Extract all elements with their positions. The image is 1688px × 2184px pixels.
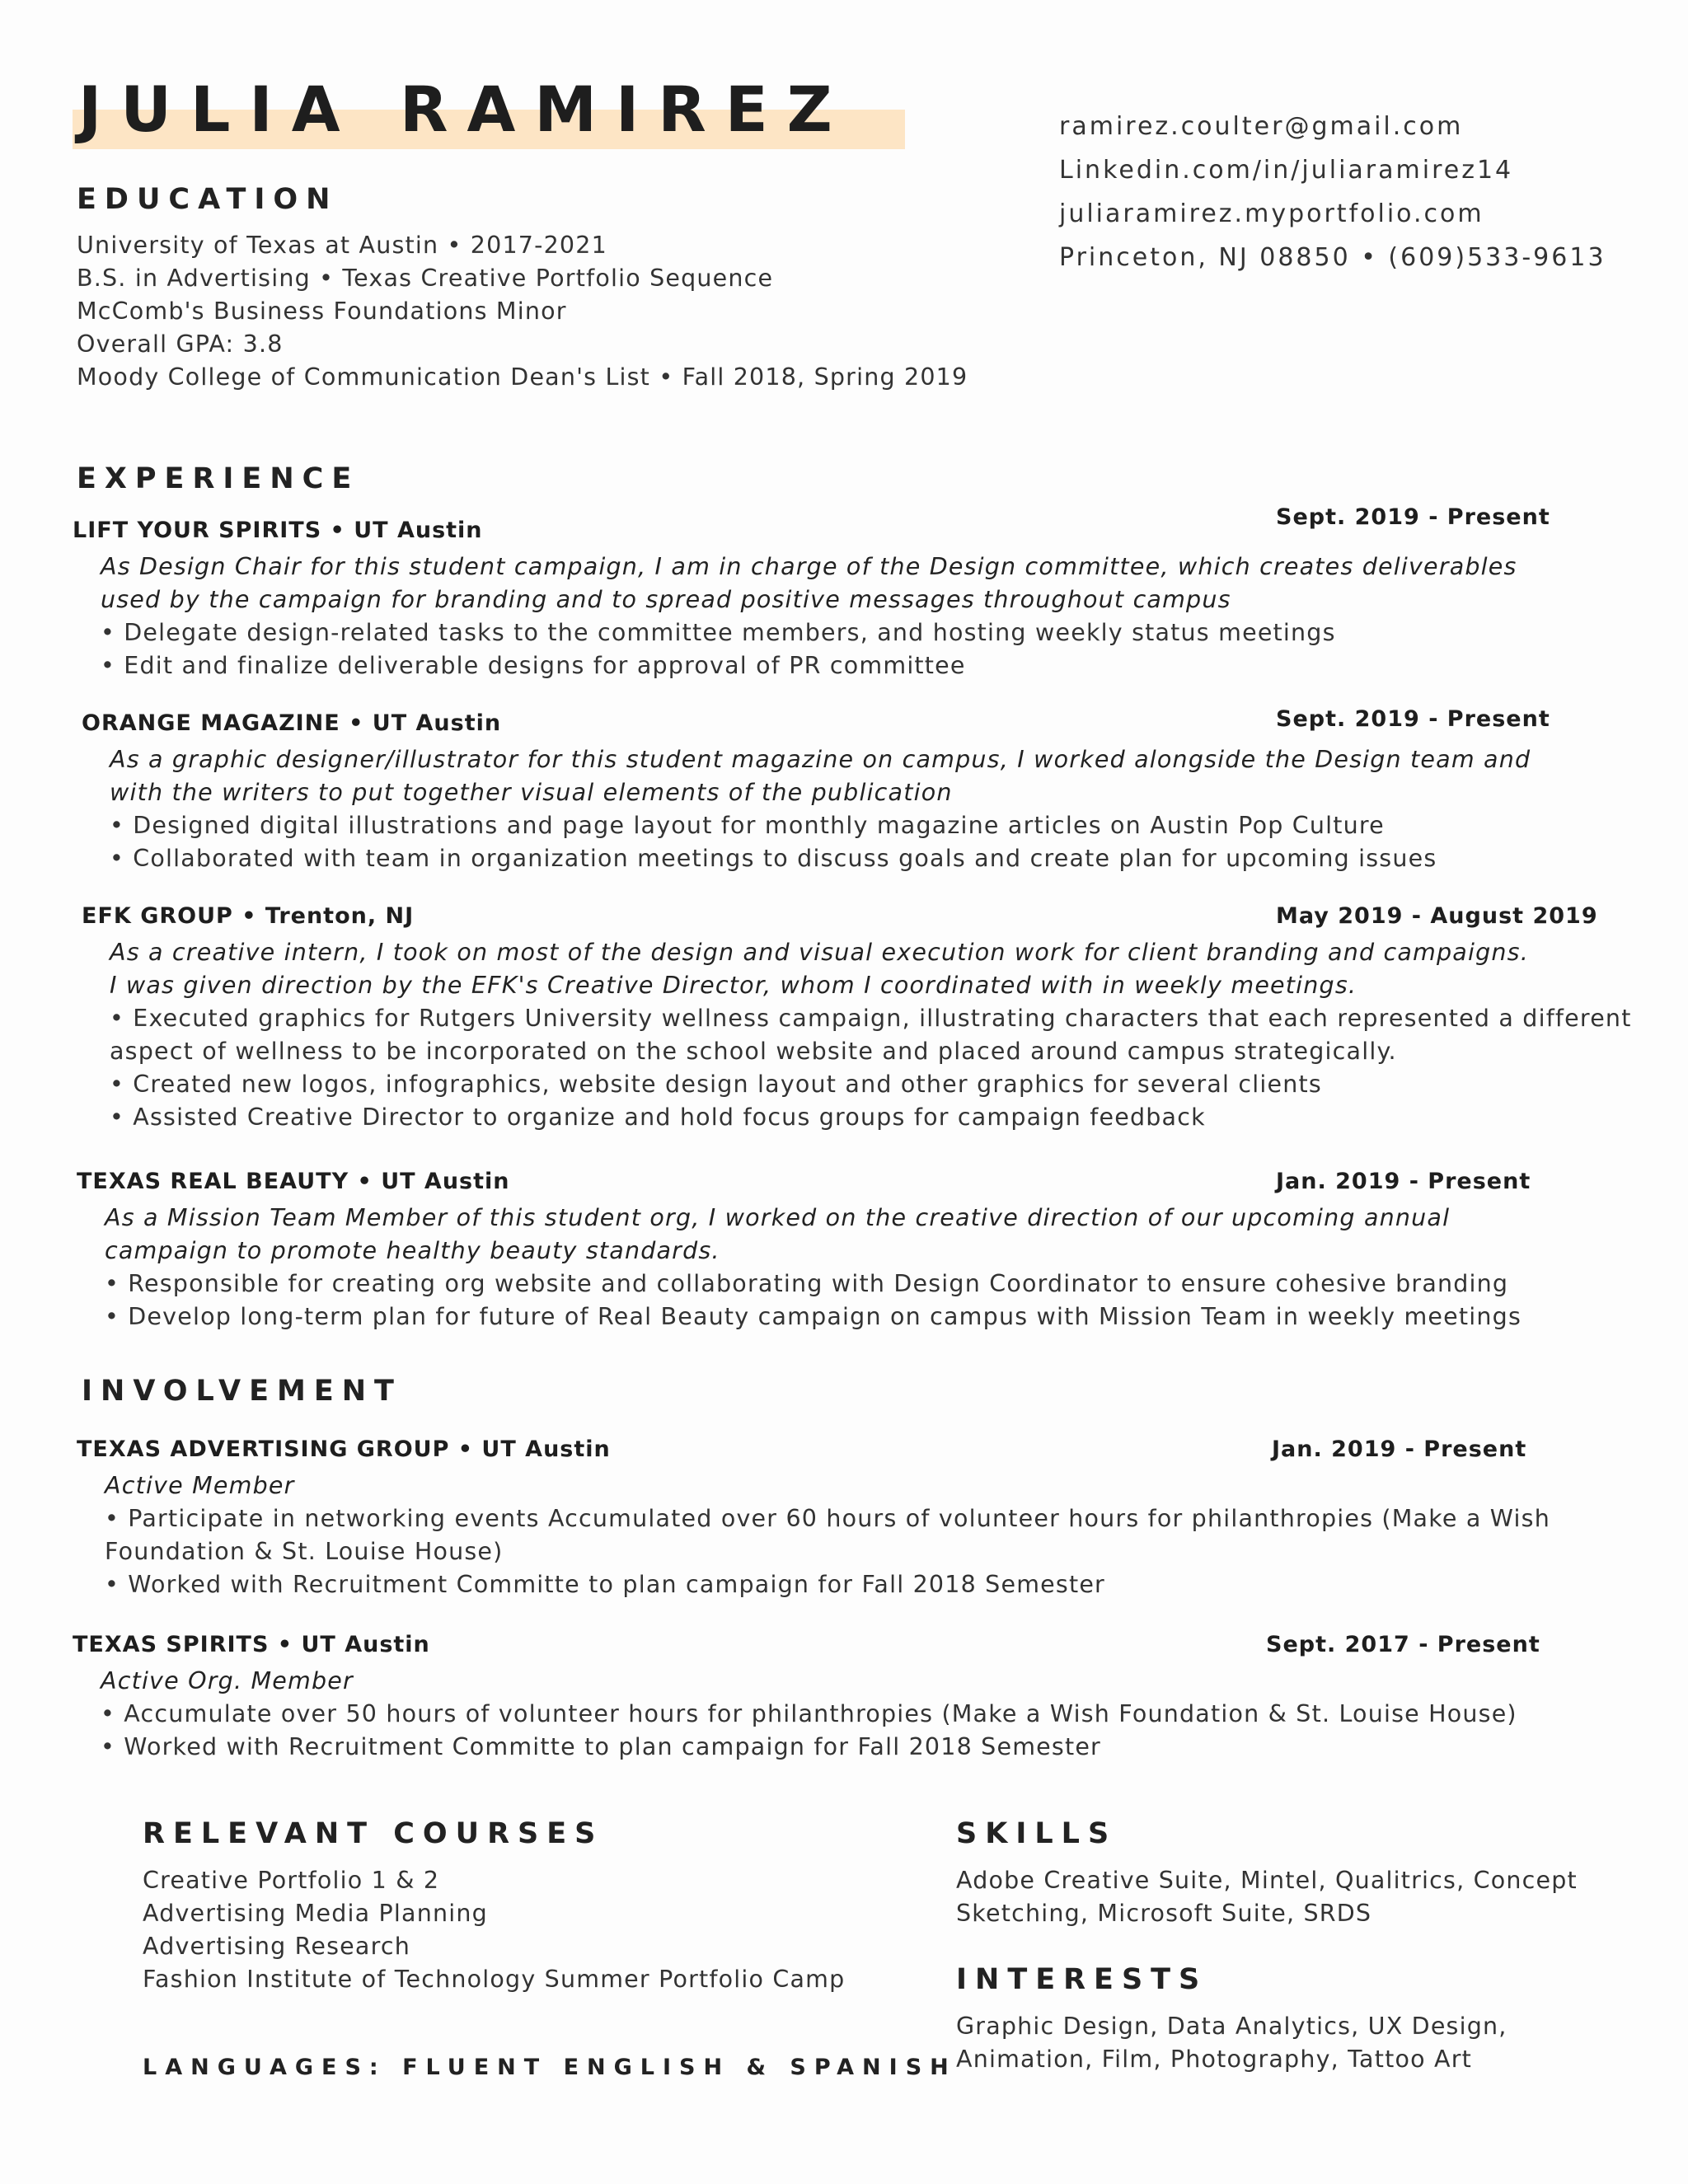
courses-list: [143, 1864, 845, 1996]
course-item: Advertising Research: [143, 1933, 411, 1960]
education-line: Moody College of Communication Dean's List • Fall 2018, Spring 2019: [77, 363, 968, 391]
contact-email[interactable]: ramirez.coulter@gmail.com: [1059, 112, 1464, 141]
job-description-line: campaign to promote healthy beauty standards.: [105, 1237, 720, 1264]
involvement-bullets: [101, 1698, 1517, 1764]
job-bullets: [110, 1002, 1632, 1134]
interests-list: [956, 2010, 1507, 2076]
skills-line: Adobe Creative Suite, Mintel, Qualitrics, Concept: [956, 1867, 1578, 1894]
job-bullet: • Responsible for creating org website and collaborating with Design Coordinator to ensure cohesive branding: [105, 1268, 1522, 1301]
involvement-bullets: [105, 1502, 1550, 1601]
job-bullet: • Assisted Creative Director to organize and hold focus groups for campaign feedback: [110, 1101, 1632, 1134]
job-org: LIFT YOUR SPIRITS • UT Austin: [73, 518, 483, 543]
contact-block: [1059, 105, 1606, 279]
job-description-line: As Design Chair for this student campaign, I am in charge of the Design committee, which creates deliverables: [101, 553, 1517, 580]
involvement-heading: INVOLVEMENT: [82, 1375, 402, 1408]
skills-list: [956, 1864, 1578, 1930]
job-description: [101, 551, 1517, 616]
involvement-org: TEXAS ADVERTISING GROUP • UT Austin: [77, 1436, 611, 1462]
interests-line: Graphic Design, Data Analytics, UX Design,: [956, 2013, 1507, 2040]
job-description-line: I was given direction by the EFK's Creative Director, whom I coordinated with in weekly meetings.: [110, 972, 1357, 999]
involvement-bullet: • Worked with Recruitment Committe to plan campaign for Fall 2018 Semester: [105, 1568, 1550, 1601]
involvement-bullet-continuation: Foundation & St. Louise House): [105, 1538, 504, 1565]
education-heading: EDUCATION: [77, 183, 339, 216]
skills-heading: SKILLS: [956, 1817, 1118, 1850]
job-bullet: • Delegate design-related tasks to the committee members, and hosting weekly status meetings: [101, 616, 1336, 649]
experience-heading: EXPERIENCE: [77, 462, 360, 495]
job-date: Sept. 2019 - Present: [1276, 504, 1550, 530]
course-item: Fashion Institute of Technology Summer Portfolio Camp: [143, 1966, 846, 1993]
job-bullet: • Collaborated with team in organization meetings to discuss goals and create plan for upcoming issues: [110, 842, 1437, 875]
job-bullet: • Designed digital illustrations and page layout for monthly magazine articles on Austin Pop Culture: [110, 809, 1437, 842]
education-line: Overall GPA: 3.8: [77, 330, 284, 358]
involvement-date: Jan. 2019 - Present: [1272, 1436, 1527, 1462]
contact-portfolio[interactable]: juliaramirez.myportfolio.com: [1059, 199, 1484, 228]
candidate-name: JULIA RAMIREZ: [78, 73, 851, 146]
job-bullets: [105, 1268, 1522, 1333]
job-description: [110, 743, 1531, 809]
job-description-line: As a graphic designer/illustrator for this student magazine on campus, I worked alongside the Design team and: [110, 746, 1531, 773]
involvement-role: Active Org. Member: [101, 1667, 354, 1694]
skills-line: Sketching, Microsoft Suite, SRDS: [956, 1900, 1372, 1927]
involvement-bullet: • Accumulate over 50 hours of volunteer hours for philanthropies (Make a Wish Foundation & St. Louise House): [101, 1698, 1517, 1731]
involvement-date: Sept. 2017 - Present: [1266, 1632, 1540, 1657]
job-description: [105, 1202, 1450, 1268]
job-bullet: • Executed graphics for Rutgers University wellness campaign, illustrating characters that each represented a different: [110, 1002, 1632, 1035]
involvement-bullet: • Worked with Recruitment Committe to plan campaign for Fall 2018 Semester: [101, 1731, 1517, 1764]
job-description-line: used by the campaign for branding and to spread positive messages throughout campus: [101, 586, 1231, 613]
job-description-line: As a creative intern, I took on most of the design and visual execution work for client branding and campaigns.: [110, 939, 1529, 966]
education-details: [77, 229, 968, 394]
involvement-org: TEXAS SPIRITS • UT Austin: [73, 1632, 430, 1657]
job-bullet: • Created new logos, infographics, website design layout and other graphics for several clients: [110, 1068, 1632, 1101]
contact-address-phone: Princeton, NJ 08850 • (609)533-9613: [1059, 243, 1606, 272]
education-line: B.S. in Advertising • Texas Creative Portfolio Sequence: [77, 265, 774, 292]
interests-line: Animation, Film, Photography, Tattoo Art: [956, 2046, 1472, 2073]
education-line: University of Texas at Austin • 2017-2021: [77, 232, 607, 259]
involvement-bullet: • Participate in networking events Accumulated over 60 hours of volunteer hours for philanthropies (Make a Wish: [105, 1502, 1550, 1535]
job-date: Sept. 2019 - Present: [1276, 706, 1550, 732]
job-date: May 2019 - August 2019: [1276, 903, 1598, 929]
contact-linkedin[interactable]: Linkedin.com/in/juliaramirez14: [1059, 156, 1514, 185]
job-bullets: [110, 809, 1437, 875]
job-description-line: As a Mission Team Member of this student org, I worked on the creative direction of our upcoming annual: [105, 1204, 1451, 1231]
education-line: McComb's Business Foundations Minor: [77, 298, 567, 325]
job-org: ORANGE MAGAZINE • UT Austin: [82, 710, 502, 736]
interests-heading: INTERESTS: [956, 1963, 1208, 1996]
involvement-role: Active Member: [105, 1472, 295, 1499]
job-date: Jan. 2019 - Present: [1276, 1169, 1531, 1194]
courses-heading: RELEVANT COURSES: [143, 1817, 604, 1850]
job-org: TEXAS REAL BEAUTY • UT Austin: [77, 1169, 510, 1194]
job-bullet-continuation: aspect of wellness to be incorporated on the school website and placed around campus strategically.: [110, 1038, 1397, 1065]
languages-line: LANGUAGES: FLUENT ENGLISH & SPANISH: [143, 2055, 957, 2080]
job-bullet: • Edit and finalize deliverable designs for approval of PR committee: [101, 649, 1336, 682]
job-bullet: • Develop long-term plan for future of Real Beauty campaign on campus with Mission Team in weekly meetings: [105, 1301, 1522, 1333]
course-item: Advertising Media Planning: [143, 1900, 488, 1927]
job-bullets: [101, 616, 1336, 682]
course-item: Creative Portfolio 1 & 2: [143, 1867, 440, 1894]
job-description: [110, 936, 1529, 1002]
job-description-line: with the writers to put together visual elements of the publication: [110, 779, 953, 806]
job-org: EFK GROUP • Trenton, NJ: [82, 903, 415, 929]
